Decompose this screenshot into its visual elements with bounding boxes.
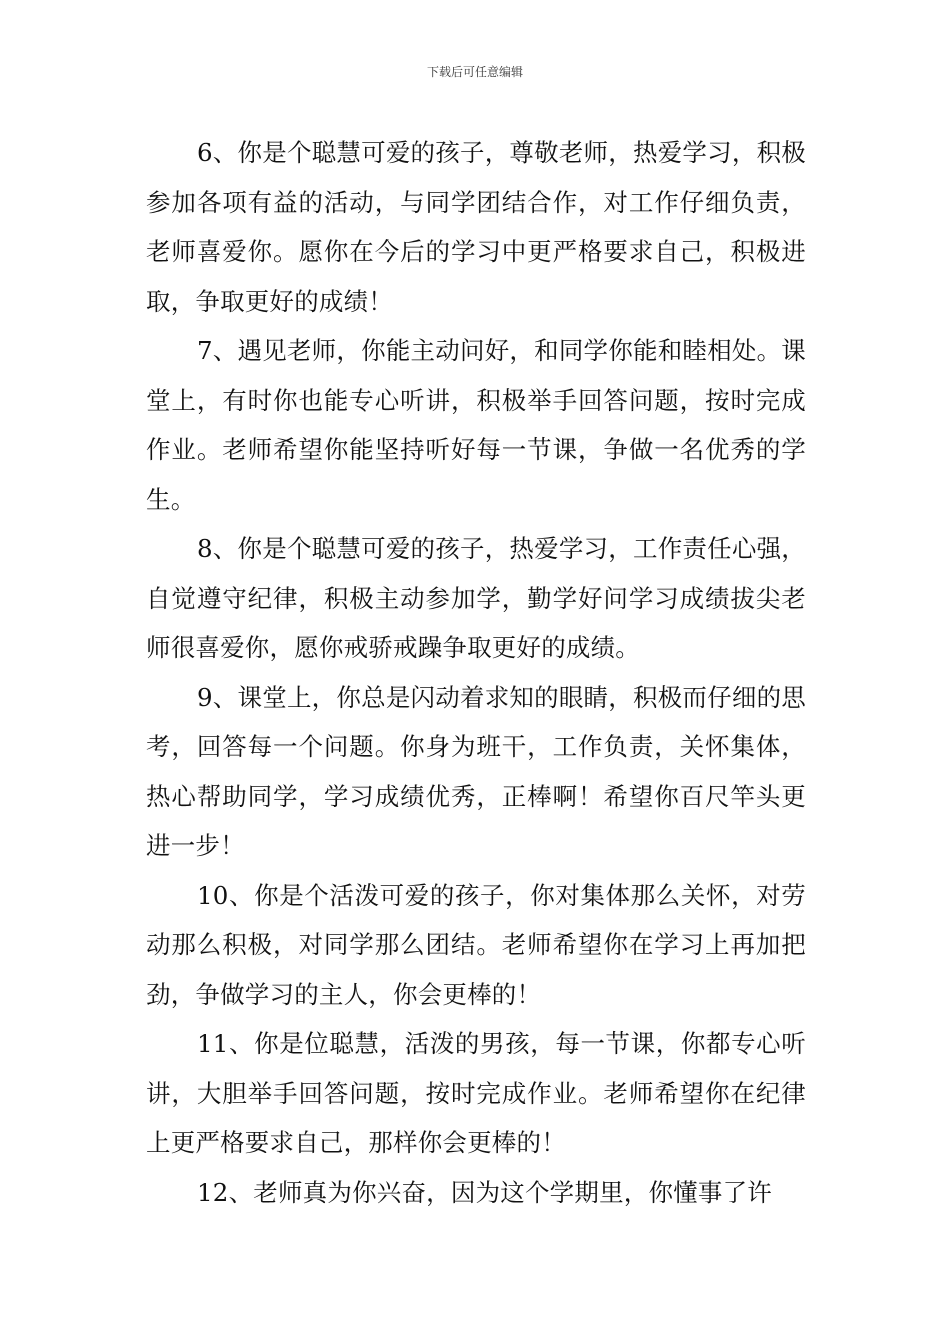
- comment-paragraph-9: 9、课堂上，你总是闪动着求知的眼睛，积极而仔细的思考，回答每一个问题。你身为班干，工作负责，关怀集体，热心帮助同学，学习成绩优秀，正棒啊！希望你百尺竿头更进一步！: [146, 682, 806, 860]
- comment-paragraph-6: 6、你是个聪慧可爱的孩子，尊敬老师，热爱学习，积极参加各项有益的活动，与同学团结合作，对工作仔细负责，老师喜爱你。愿你在今后的学习中更严格要求自己，积极进取，争取更好的成绩！: [146, 138, 806, 316]
- comment-paragraph-12: 12、老师真为你兴奋，因为这个学期里，你懂事了许: [197, 1177, 772, 1207]
- page-header: 下载后可任意编辑: [426, 65, 523, 79]
- comment-paragraph-11: 11、你是位聪慧，活泼的男孩，每一节课，你都专心听讲，大胆举手回答问题，按时完成作业。老师希望你在纪律上更严格要求自己，那样你会更棒的！: [146, 1029, 806, 1157]
- comment-paragraph-7: 7、遇见老师，你能主动问好，和同学你能和睦相处。课堂上，有时你也能专心听讲，积极举手回答问题，按时完成作业。老师希望你能坚持听好每一节课，争做一名优秀的学生。: [146, 336, 806, 514]
- document-body: [146, 128, 806, 1217]
- comment-paragraph-10: 10、你是个活泼可爱的孩子，你对集体那么关怀，对劳动那么积极，对同学那么团结。老师希望你在学习上再加把劲，争做学习的主人，你会更棒的！: [146, 880, 806, 1009]
- comment-paragraph-8: 8、你是个聪慧可爱的孩子，热爱学习，工作责任心强，自觉遵守纪律，积极主动参加学，勤学好问学习成绩拔尖老师很喜爱你，愿你戒骄戒躁争取更好的成绩。: [146, 534, 806, 662]
